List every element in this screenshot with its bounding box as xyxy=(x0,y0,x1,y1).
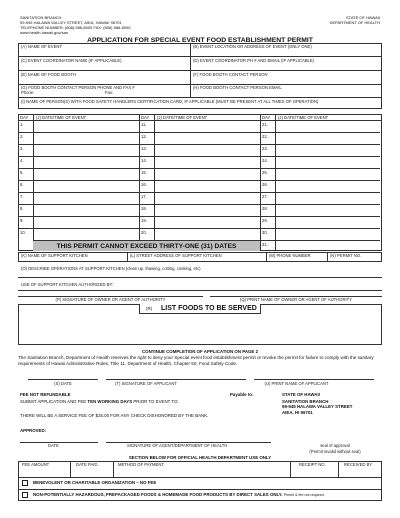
official-use-title: SECTION BELOW FOR OFFICIAL HEALTH DEPARTMENT USE ONLY xyxy=(128,455,272,460)
day-header: DAY xyxy=(20,115,29,120)
service-fee-note: THERE WILL BE A SERVICE FEE OF $25.00 FOR ANY CHECK DISHONORED BY THE BANK. xyxy=(20,413,209,418)
fax-label: Fax: xyxy=(105,90,114,95)
address-line: SANITATION BRANCH xyxy=(282,399,329,405)
date-row-number: 3. xyxy=(20,146,24,151)
date-row-number: 15. xyxy=(141,170,147,175)
date-time-entry[interactable] xyxy=(276,181,380,191)
owner-name-label: (Q) PRINT NAME OF OWNER OR AGENT OF AUTHORITY xyxy=(240,297,352,302)
date-time-entry[interactable] xyxy=(155,169,259,179)
owner-signature-label: (P) SIGNATURE OF OWNER OR AGENT OF AUTHORITY xyxy=(55,297,166,302)
date-row-number: 17. xyxy=(141,194,147,199)
header-left-line: 99-945 HALAWA VALLEY STREET, AIEA, HAWAII 96701 xyxy=(20,20,122,25)
official-divider xyxy=(290,461,291,477)
prepackaged-option xyxy=(33,492,325,498)
day-header: DAY xyxy=(141,115,150,120)
table-col-divider xyxy=(260,114,261,251)
date-row-number: 18. xyxy=(141,206,147,211)
grid-rule xyxy=(18,97,382,98)
date-time-entry[interactable] xyxy=(155,121,259,131)
authorized-line xyxy=(18,290,382,291)
date-time-entry[interactable] xyxy=(276,169,380,179)
submit-post: PRIOR TO EVENT TO: xyxy=(132,399,179,404)
coordinator-name-field[interactable]: (C) EVENT COORDINATOR NAME (IF APPLICABLE) xyxy=(21,58,122,63)
date-row-number: 14. xyxy=(141,158,147,163)
header-left xyxy=(20,15,180,35)
date-time-entry[interactable] xyxy=(155,193,259,203)
payable-address xyxy=(282,392,352,415)
date-time-entry[interactable] xyxy=(276,229,380,239)
date-row-number: 21. xyxy=(262,122,268,127)
approved-label: APPROVED: xyxy=(20,428,47,433)
row-divider xyxy=(327,252,328,262)
date-row-number: 6. xyxy=(20,182,24,187)
date-time-entry[interactable] xyxy=(276,145,380,155)
prepackaged-label: NON-POTENTIALLY HAZARDOUS, PREPACKAGED FOODS & HOMEMADE FOOD PRODUCTS BY DIRECT SALES ONLY. xyxy=(33,492,283,497)
approval-signature-label: SIGNATURE OF AGENT/DEPARTMENT OF HEALTH xyxy=(127,443,228,448)
date-header: (J) DATE/TIME OF EVENT xyxy=(278,115,329,120)
date-row-number: 26. xyxy=(262,182,268,187)
approval-date-label: DATE xyxy=(48,443,59,448)
booth-contact-field[interactable]: (F) FOOD BOOTH CONTACT PERSON xyxy=(193,72,268,77)
day-header: DAY xyxy=(262,115,271,120)
kitchen-operations-field[interactable]: (O) DESCRIBE OPERATIONS AT SUPPORT KITCHEN (clean up, thawing, cutting, cooking, etc) xyxy=(21,266,201,271)
date-time-entry[interactable] xyxy=(34,181,138,191)
fee-amount-header: FEE AMOUNT xyxy=(22,462,50,467)
date-time-entry[interactable] xyxy=(155,205,259,215)
date-time-entry[interactable] xyxy=(34,205,138,215)
date-row-number: 29. xyxy=(262,218,268,223)
date-row-number: 23. xyxy=(262,146,268,151)
page-title: APPLICATION FOR SPECIAL EVENT FOOD ESTABLISHMENT PERMIT xyxy=(87,37,313,44)
table-col-divider xyxy=(139,114,140,251)
date-time-entry[interactable] xyxy=(34,157,138,167)
header-right xyxy=(330,15,380,25)
date-row-number: 28. xyxy=(262,206,268,211)
event-location-field[interactable]: (B) EVENT LOCATION OR ADDRESS OF EVENT (ONLY ONE) xyxy=(193,44,312,49)
date-time-entry[interactable] xyxy=(276,193,380,203)
date-time-entry[interactable] xyxy=(155,133,259,143)
certified-handlers-field[interactable]: (I) NAME OF PERSON(S) WITH FOOD SAFETY HANDLERS CERTIFICATION CARD, IF APPLICABLE (MUST BE PRESENT AT ALL TIMES OF OPERATION) xyxy=(21,99,319,104)
date-row-number: 16. xyxy=(141,182,147,187)
support-kitchen-name-field[interactable]: (K) NAME OF SUPPORT KITCHEN xyxy=(21,253,88,258)
seal-label: seal of approval xyxy=(320,443,350,448)
receipt-no-header: RECEIPT NO. xyxy=(299,462,326,467)
prepackaged-note: Permit & fee not required. xyxy=(283,493,325,497)
foods-title: LIST FOODS TO BE SERVED xyxy=(161,305,257,312)
date-paid-header: DATE PAID xyxy=(76,462,98,467)
date-row-number: 1. xyxy=(20,122,24,127)
date-row-number: 31. xyxy=(262,242,268,247)
date-time-entry[interactable] xyxy=(276,121,380,131)
date-line[interactable] xyxy=(28,379,98,380)
booth-phone-fax-field[interactable]: (G) FOOD BOOTH CONTACT PERSON PHONE AND FAX # xyxy=(21,85,135,90)
header-left-line: TELEPHONE NUMBER: (808) 586-8000 FAX: (808) 586-8000 xyxy=(20,25,131,30)
date-time-entry[interactable] xyxy=(34,169,138,179)
date-row-number: 24. xyxy=(262,158,268,163)
date-time-entry[interactable] xyxy=(34,133,138,143)
date-time-entry[interactable] xyxy=(34,229,138,239)
date-row-number: 5. xyxy=(20,170,24,175)
date-row-number: 13. xyxy=(141,146,147,151)
official-divider xyxy=(338,461,339,477)
kitchen-authorized-label: USE OF SUPPORT KITCHEN AUTHORIZED BY: xyxy=(21,282,114,287)
date-header: (J) DATE/TIME OF EVENT xyxy=(157,115,208,120)
applicant-signature-label: (T) SIGNATURE OF APPLICANT xyxy=(115,381,177,386)
benevolent-checkbox[interactable] xyxy=(22,480,28,486)
support-kitchen-address-field[interactable]: (L) STREET ADDRESS OF SUPPORT KITCHEN xyxy=(130,253,222,258)
applicant-name-line[interactable] xyxy=(254,379,374,380)
submit-pre: SUBMIT APPLICATION AND FEE xyxy=(20,399,88,404)
date-time-entry[interactable] xyxy=(155,229,259,239)
support-kitchen-permit-field[interactable]: (N) PERMIT NO. xyxy=(330,253,362,258)
official-rule xyxy=(18,489,382,490)
official-divider xyxy=(70,461,71,477)
header-left-line: www.health.hawaii.gov/san xyxy=(20,30,69,35)
date-time-entry[interactable] xyxy=(155,157,259,167)
date-row-number: 11. xyxy=(141,122,147,127)
support-kitchen-phone-field[interactable]: (M) PHONE NUMBER xyxy=(269,253,311,258)
approval-date-line xyxy=(20,442,98,443)
date-time-entry[interactable] xyxy=(34,145,138,155)
date-time-entry[interactable] xyxy=(155,217,259,227)
foods-label: (R) xyxy=(146,306,153,311)
grid-rule xyxy=(18,56,382,57)
date-time-entry[interactable] xyxy=(276,157,380,167)
date-header: (J) DATE/TIME OF EVENT xyxy=(36,115,87,120)
date-label: (S) DATE xyxy=(54,381,72,386)
date-time-entry[interactable] xyxy=(34,193,138,203)
date-row-number: 4. xyxy=(20,158,24,163)
payable-label: Payable to: xyxy=(230,392,254,397)
header-right-line: STATE OF HAWAII xyxy=(346,15,380,20)
phone-label: Phone: xyxy=(21,90,35,95)
date-row-number: 2. xyxy=(20,134,24,139)
date-time-entry[interactable] xyxy=(276,241,380,251)
booth-name-field[interactable]: (E) NAME OF FOOD BOOTH xyxy=(21,72,77,77)
date-row-number: 10. xyxy=(20,230,26,235)
fee-not-refundable: FEE NOT REFUNDABLE xyxy=(20,392,71,397)
date-time-entry[interactable] xyxy=(155,145,259,155)
date-time-entry[interactable] xyxy=(276,205,380,215)
date-time-entry[interactable] xyxy=(34,217,138,227)
address-line: STATE OF HAWAII xyxy=(282,392,320,397)
benevolent-label: BENEVOLENT OR CHARITABLE ORGANIZATION – NO FEE xyxy=(33,480,157,485)
date-time-entry[interactable] xyxy=(155,181,259,191)
official-divider xyxy=(113,461,114,477)
date-row-number: 20. xyxy=(141,230,147,235)
applicant-signature-line[interactable] xyxy=(106,379,246,380)
event-name-field[interactable]: (A) NAME OF EVENT xyxy=(21,44,62,49)
date-time-entry[interactable] xyxy=(276,133,380,143)
address-line: AIEA, HI 96701 xyxy=(282,409,313,415)
continue-note: CONTINUE COMPLETION OF APPLICATION ON PAGE 2 xyxy=(141,349,259,354)
received-by-header: RECEIVED BY xyxy=(344,462,373,467)
date-time-entry[interactable] xyxy=(34,121,138,131)
submit-instructions xyxy=(20,399,179,404)
operations-line xyxy=(18,277,382,278)
submit-deadline: TEN WORKING DAYS xyxy=(87,399,133,404)
applicant-name-label: (U) PRINT NAME OF APPLICANT xyxy=(264,381,329,386)
seal-note: (Permit invalid without seal) xyxy=(309,449,361,454)
date-row-number: 8. xyxy=(20,206,24,211)
row-divider xyxy=(127,252,128,262)
header-left-line: SANITATION BRANCH xyxy=(20,15,62,20)
date-time-entry[interactable] xyxy=(276,217,380,227)
coordinator-contact-field[interactable]: (D) EVENT COORDINATOR PH # AND EMAIL (IF APPLICABLE) xyxy=(193,58,315,63)
date-row-number: 22. xyxy=(262,134,268,139)
date-row-number: 19. xyxy=(141,218,147,223)
grid-rule xyxy=(18,70,382,71)
foods-title-tab xyxy=(139,304,261,314)
date-row-number: 7. xyxy=(20,194,24,199)
address-line: 99-945 HALAWA VALLEY STREET xyxy=(282,404,353,410)
date-row-number: 25. xyxy=(262,170,268,175)
official-rule xyxy=(18,477,382,478)
prepackaged-checkbox[interactable] xyxy=(22,492,28,498)
date-row-number: 12. xyxy=(141,134,147,139)
date-row-number: 27. xyxy=(262,194,268,199)
date-row-number: 30. xyxy=(262,230,268,235)
booth-email-field[interactable]: (H) FOOD BOOTH CONTACT PERSON EMAIL xyxy=(193,85,282,90)
max-dates-banner: THIS PERMIT CANNOT EXCEED THIRTY-ONE (31) DATES xyxy=(33,240,260,251)
denial-notice: The Sanitation Branch, Department of Health reserves the right to deny your Special event food establishment permit or revoke the permit for failure to comply with the sanitary requirements of Hawaii Administrative Rules, Title 11, Department of Health, Chapter 50, Food Safety Code. xyxy=(18,355,374,366)
date-row-number: 9. xyxy=(20,218,24,223)
row-divider xyxy=(266,252,267,262)
header-right-line: DEPARTMENT OF HEALTH xyxy=(329,20,380,25)
payment-method-header: METHOD OF PAYMENT xyxy=(118,462,164,467)
